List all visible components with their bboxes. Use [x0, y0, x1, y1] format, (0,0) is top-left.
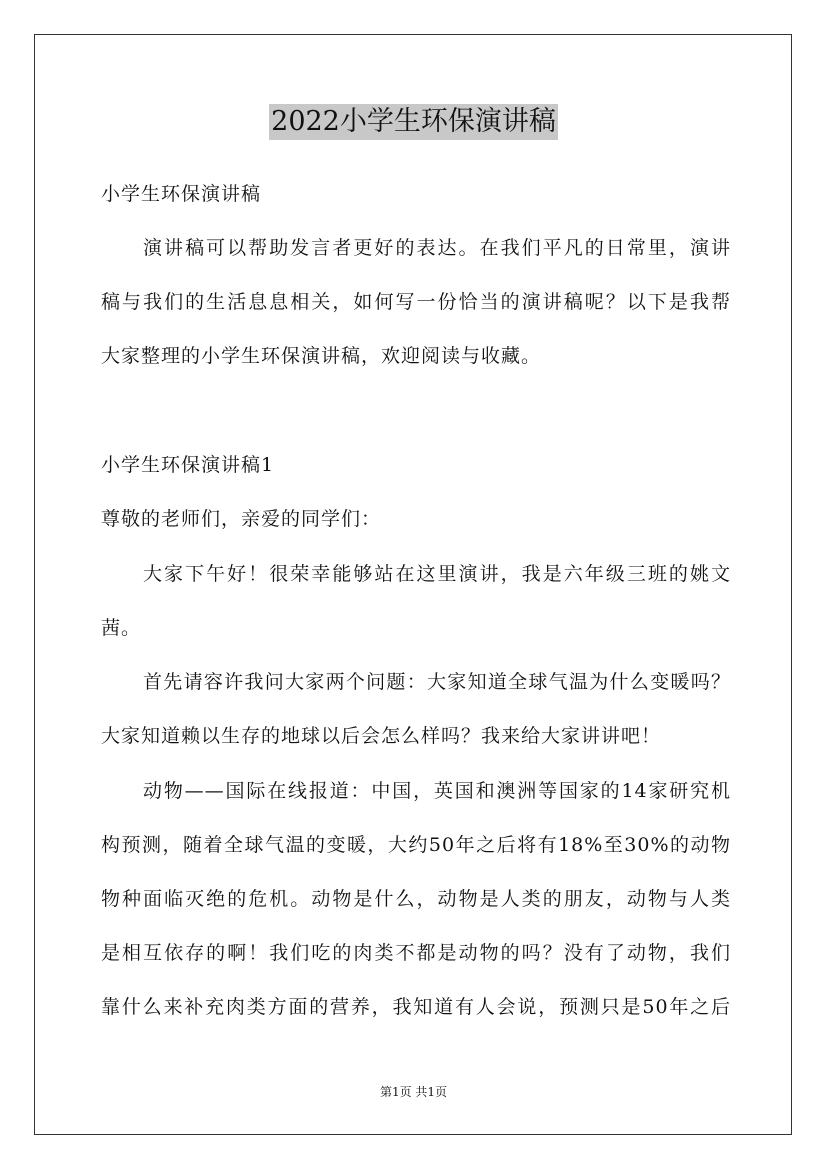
- paragraph-line: 大家知道赖以生存的地球以后会怎么样吗？我来给大家讲讲吧！: [101, 725, 662, 747]
- paragraph-line: 演讲稿可以帮助发言者更好的表达。在我们平凡的日常里，演讲: [143, 237, 731, 259]
- paragraph-line: 动物——国际在线报道：中国，英国和澳洲等国家的14家研究机: [143, 780, 731, 802]
- paragraph-line: 大家整理的小学生环保演讲稿，欢迎阅读与收藏。: [101, 345, 542, 367]
- subtitle: 小学生环保演讲稿: [101, 183, 262, 205]
- page-footer: 第1页 共1页: [379, 1085, 448, 1099]
- section-heading: 小学生环保演讲稿1: [101, 454, 275, 476]
- document-title: 2022小学生环保演讲稿: [269, 104, 558, 140]
- paragraph-line: 构预测，随着全球气温的变暖，大约50年之后将有18%至30%的动物: [101, 834, 731, 856]
- title-container: [0, 104, 827, 140]
- paragraph-line: 靠什么来补充肉类方面的营养，我知道有人会说，预测只是50年之后: [101, 996, 731, 1018]
- paragraph-line: 大家下午好！很荣幸能够站在这里演讲，我是六年级三班的姚文: [143, 563, 731, 585]
- salutation: 尊敬的老师们，亲爱的同学们：: [101, 508, 382, 530]
- paragraph-line: 物种面临灭绝的危机。动物是什么，动物是人类的朋友，动物与人类: [101, 888, 731, 910]
- paragraph-line: 稿与我们的生活息息相关，如何写一份恰当的演讲稿呢？以下是我帮: [101, 291, 731, 313]
- paragraph-line: 茜。: [101, 617, 142, 639]
- paragraph-line: 是相互依存的啊！我们吃的肉类不都是动物的吗？没有了动物，我们: [101, 942, 731, 964]
- paragraph-line: 首先请容许我问大家两个问题：大家知道全球气温为什么变暖吗？: [143, 671, 731, 693]
